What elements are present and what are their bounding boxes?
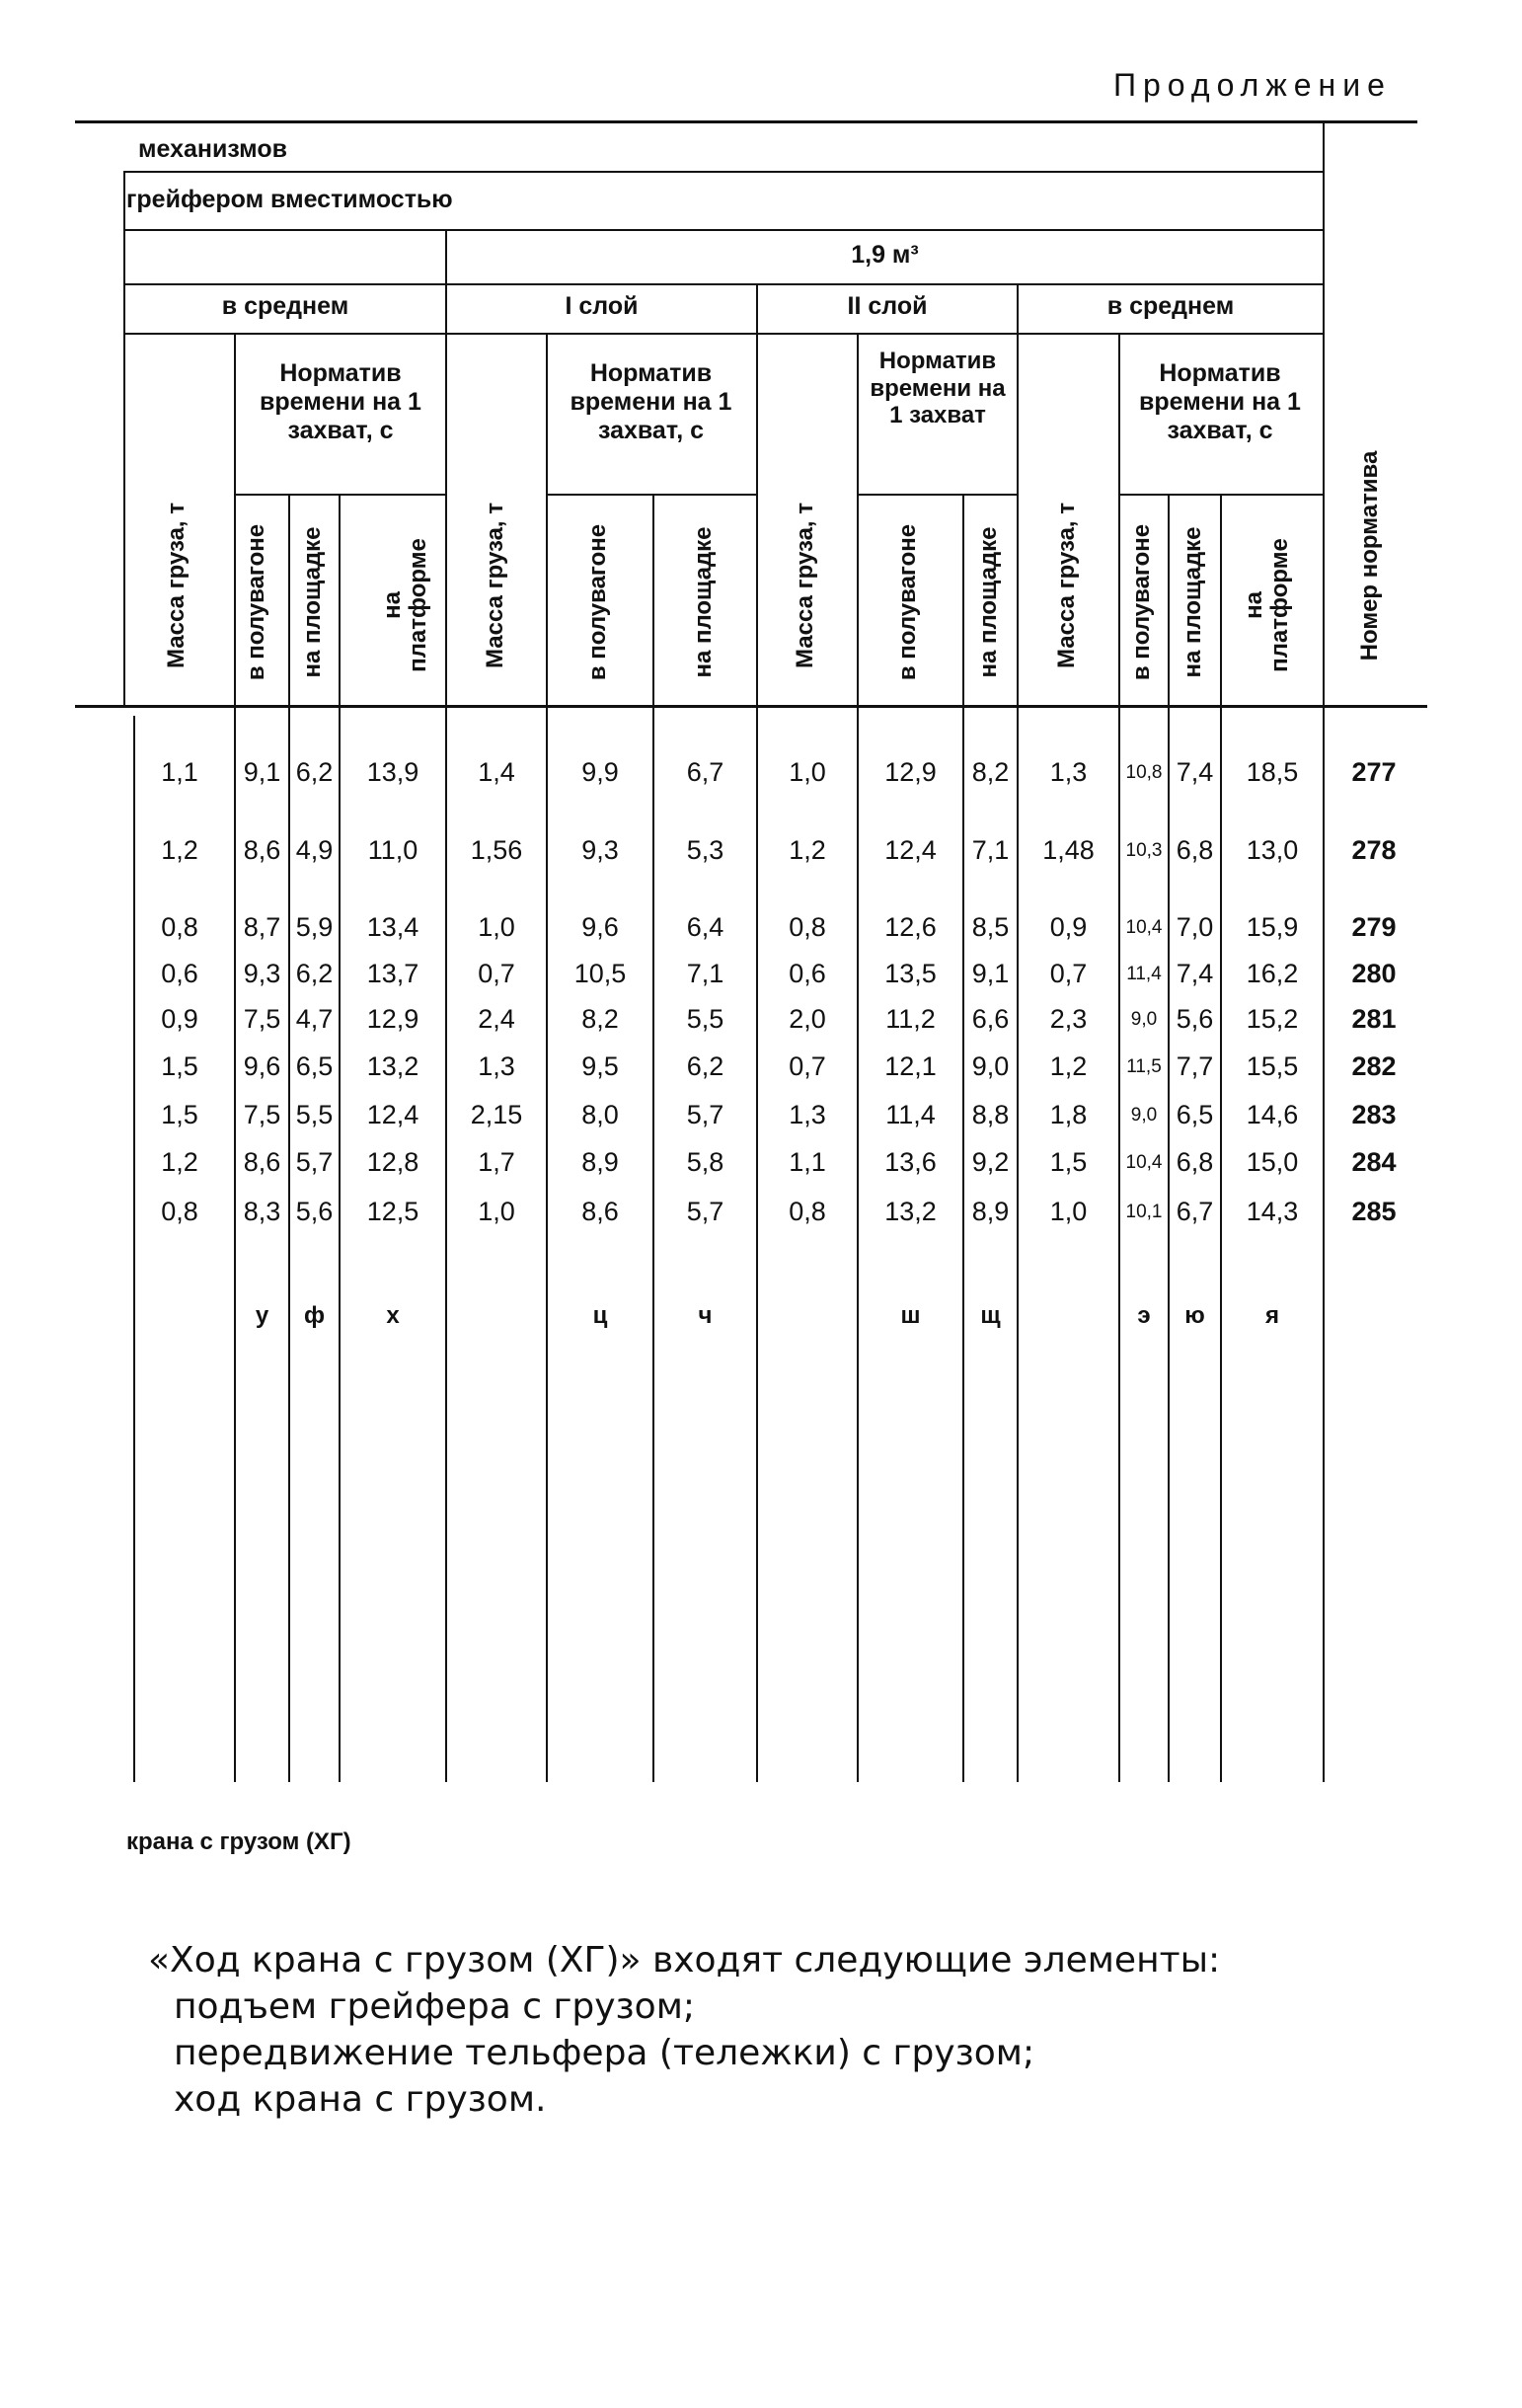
continuation-label: Продолжение xyxy=(1113,67,1392,103)
norm-time-header: Норматив времени на 1 захват, с xyxy=(1139,359,1301,444)
gondola-layer1-cell: 8,2 xyxy=(581,1004,619,1034)
gondola-avg-right-cell: 10,8 xyxy=(1125,762,1163,783)
col-line xyxy=(1323,120,1325,1782)
mass-layer1-cell: 1,4 xyxy=(478,757,515,787)
col-line xyxy=(652,494,654,1782)
on-platform-header: на платформе xyxy=(1241,538,1294,672)
mass-layer2-cell: 1,3 xyxy=(789,1100,826,1129)
gondola-avg-right-cell: 11,4 xyxy=(1126,964,1162,984)
col-line xyxy=(1220,494,1222,1782)
header-bottom-rule xyxy=(75,705,1427,708)
gondola-avg-left-cell: 9,1 xyxy=(243,757,281,787)
area-layer2-cell: 7,1 xyxy=(971,835,1010,865)
col-line xyxy=(133,716,135,1782)
subgroup-rule xyxy=(857,494,1019,496)
area-layer1-cell: 5,7 xyxy=(686,1100,724,1129)
norm-number-header: Номер норматива xyxy=(1356,450,1383,661)
gondola-avg-right-cell: 10,4 xyxy=(1125,917,1163,938)
platform-avg-left-cell: 12,5 xyxy=(366,1197,419,1226)
header-grab-capacity: грейфером вместимостью xyxy=(126,186,453,213)
paragraph-line: «Ход крана с грузом (ХГ)» входят следующие элементы: xyxy=(148,1940,1221,1981)
header-capacity: 1,9 м³ xyxy=(851,241,919,269)
column-letter: у xyxy=(255,1302,269,1329)
area-avg-left-cell: 5,7 xyxy=(295,1147,334,1177)
in-gondola-header: в полувагоне xyxy=(584,523,611,681)
area-avg-right-cell: 6,8 xyxy=(1176,1147,1214,1177)
area-avg-left-cell: 6,5 xyxy=(295,1051,334,1081)
in-gondola-header: в полувагоне xyxy=(894,523,921,681)
column-letter: ф xyxy=(304,1302,325,1329)
gondola-avg-left-cell: 8,7 xyxy=(243,912,281,942)
area-layer1-cell: 7,1 xyxy=(686,959,724,988)
area-layer2-cell: 6,6 xyxy=(971,1004,1010,1034)
platform-avg-left-cell: 11,0 xyxy=(367,835,419,865)
mass-layer1-cell: 1,0 xyxy=(478,912,515,942)
platform-avg-right-cell: 15,0 xyxy=(1246,1147,1299,1177)
gondola-layer1-cell: 8,0 xyxy=(581,1100,619,1129)
column-letter: ю xyxy=(1184,1302,1205,1329)
area-layer1-cell: 6,4 xyxy=(686,912,724,942)
area-layer2-cell: 8,2 xyxy=(971,757,1010,787)
mass-avg-left-cell: 1,2 xyxy=(161,835,198,865)
mass-layer2-cell: 1,2 xyxy=(789,835,826,865)
area-layer2-cell: 9,0 xyxy=(971,1051,1010,1081)
column-letter: э xyxy=(1137,1302,1151,1329)
in-gondola-header: в полувагоне xyxy=(1128,523,1155,681)
norm-number-cell: 283 xyxy=(1351,1100,1397,1129)
mass-avg-right-cell: 0,7 xyxy=(1049,959,1088,988)
gondola-avg-left-cell: 9,6 xyxy=(243,1051,281,1081)
platform-avg-left-cell: 13,2 xyxy=(366,1051,419,1081)
area-avg-left-cell: 5,5 xyxy=(295,1100,334,1129)
mass-layer1-cell: 1,56 xyxy=(470,835,523,865)
norm-number-cell: 282 xyxy=(1351,1051,1397,1081)
area-layer1-cell: 5,7 xyxy=(686,1197,724,1226)
platform-avg-right-cell: 18,5 xyxy=(1246,757,1299,787)
top-rule xyxy=(75,120,1417,123)
gondola-layer1-cell: 9,5 xyxy=(581,1051,619,1081)
gondola-layer1-cell: 10,5 xyxy=(573,959,627,988)
platform-avg-left-cell: 13,9 xyxy=(366,757,419,787)
norm-number-cell: 284 xyxy=(1351,1147,1397,1177)
gondola-layer1-cell: 9,9 xyxy=(581,757,619,787)
mass-avg-left-cell: 1,2 xyxy=(161,1147,198,1177)
norm-time-header: Норматив времени на 1 захват, с xyxy=(570,359,732,444)
row-rule xyxy=(123,171,1323,173)
group-layer-1: I слой xyxy=(565,292,639,320)
col-line xyxy=(962,494,964,1782)
gondola-layer2-cell: 12,4 xyxy=(884,835,937,865)
col-line xyxy=(123,171,125,705)
column-letter: я xyxy=(1264,1302,1279,1329)
platform-avg-left-cell: 13,4 xyxy=(366,912,419,942)
platform-avg-right-cell: 16,2 xyxy=(1246,959,1299,988)
column-letter: щ xyxy=(980,1302,1001,1329)
header-mechanisms: механизмов xyxy=(138,135,287,163)
gondola-layer2-cell: 13,2 xyxy=(884,1197,937,1226)
mass-layer2-cell: 0,8 xyxy=(789,1197,826,1226)
mass-avg-left-cell: 1,1 xyxy=(161,757,198,787)
area-layer2-cell: 8,9 xyxy=(971,1197,1010,1226)
gondola-avg-left-cell: 7,5 xyxy=(243,1004,281,1034)
on-platform-header: на платформе xyxy=(379,538,432,672)
platform-avg-right-cell: 15,2 xyxy=(1246,1004,1299,1034)
column-letter: ч xyxy=(698,1302,713,1329)
area-layer1-cell: 5,5 xyxy=(686,1004,724,1034)
mass-layer1-cell: 2,15 xyxy=(470,1100,523,1129)
area-layer1-cell: 6,7 xyxy=(686,757,724,787)
mass-layer2-cell: 0,8 xyxy=(789,912,826,942)
area-avg-left-cell: 6,2 xyxy=(295,757,334,787)
mass-avg-right-cell: 1,2 xyxy=(1049,1051,1088,1081)
gondola-avg-left-cell: 8,3 xyxy=(243,1197,281,1226)
gondola-layer1-cell: 9,6 xyxy=(581,912,619,942)
group-layer-2: II слой xyxy=(847,292,928,320)
platform-avg-right-cell: 14,3 xyxy=(1246,1197,1299,1226)
area-layer1-cell: 6,2 xyxy=(686,1051,724,1081)
row-rule xyxy=(123,333,1323,335)
area-avg-right-cell: 7,7 xyxy=(1176,1051,1214,1081)
gondola-avg-right-cell: 10,1 xyxy=(1125,1202,1163,1222)
gondola-layer2-cell: 11,4 xyxy=(885,1100,936,1129)
area-avg-right-cell: 7,4 xyxy=(1176,959,1214,988)
area-avg-right-cell: 7,4 xyxy=(1176,757,1214,787)
mass-header: Масса груза, т xyxy=(482,502,508,669)
on-area-header: на площадке xyxy=(299,526,326,678)
gondola-avg-right-cell: 9,0 xyxy=(1130,1009,1158,1030)
gondola-layer1-cell: 8,6 xyxy=(581,1197,619,1226)
mass-avg-left-cell: 0,8 xyxy=(161,912,198,942)
mass-avg-right-cell: 0,9 xyxy=(1049,912,1088,942)
mass-avg-right-cell: 1,8 xyxy=(1049,1100,1088,1129)
mass-avg-left-cell: 1,5 xyxy=(161,1100,198,1129)
group-average-left: в среднем xyxy=(221,292,349,320)
area-avg-right-cell: 7,0 xyxy=(1176,912,1214,942)
norm-number-cell: 281 xyxy=(1351,1004,1397,1034)
mass-header: Масса груза, т xyxy=(792,502,818,669)
on-area-header: на площадке xyxy=(1180,526,1206,678)
platform-avg-left-cell: 12,8 xyxy=(366,1147,419,1177)
paragraph-line: передвижение тельфера (тележки) с грузом; xyxy=(174,2033,1035,2073)
norm-number-cell: 277 xyxy=(1351,757,1397,787)
mass-avg-right-cell: 1,5 xyxy=(1049,1147,1088,1177)
column-letter: ц xyxy=(592,1302,608,1329)
gondola-avg-right-cell: 9,0 xyxy=(1130,1105,1158,1126)
area-avg-left-cell: 5,9 xyxy=(295,912,334,942)
area-avg-right-cell: 6,7 xyxy=(1176,1197,1214,1226)
row-rule xyxy=(123,283,1323,285)
mass-layer2-cell: 1,1 xyxy=(789,1147,826,1177)
norm-number-cell: 285 xyxy=(1351,1197,1397,1226)
row-rule xyxy=(123,229,1323,231)
gondola-layer2-cell: 13,6 xyxy=(884,1147,937,1177)
platform-avg-left-cell: 12,9 xyxy=(366,1004,419,1034)
platform-avg-right-cell: 13,0 xyxy=(1246,835,1299,865)
mass-layer2-cell: 2,0 xyxy=(789,1004,826,1034)
mass-layer1-cell: 0,7 xyxy=(478,959,515,988)
mass-avg-right-cell: 1,0 xyxy=(1049,1197,1088,1226)
col-line xyxy=(339,494,341,1782)
gondola-avg-left-cell: 7,5 xyxy=(243,1100,281,1129)
area-layer1-cell: 5,3 xyxy=(686,835,724,865)
gondola-avg-right-cell: 10,4 xyxy=(1125,1152,1163,1173)
area-avg-left-cell: 6,2 xyxy=(295,959,334,988)
platform-avg-right-cell: 15,9 xyxy=(1246,912,1299,942)
footer-label: крана с грузом (ХГ) xyxy=(126,1828,351,1855)
gondola-avg-left-cell: 8,6 xyxy=(243,835,281,865)
mass-layer1-cell: 1,7 xyxy=(478,1147,515,1177)
platform-avg-right-cell: 14,6 xyxy=(1246,1100,1299,1129)
group-average-right: в среднем xyxy=(1106,292,1235,320)
gondola-layer2-cell: 11,2 xyxy=(885,1004,936,1034)
platform-avg-left-cell: 12,4 xyxy=(366,1100,419,1129)
area-avg-left-cell: 4,9 xyxy=(295,835,334,865)
col-line xyxy=(1168,494,1170,1782)
column-letter: ш xyxy=(900,1302,921,1329)
norm-number-cell: 279 xyxy=(1351,912,1397,942)
gondola-avg-left-cell: 9,3 xyxy=(243,959,281,988)
mass-avg-right-cell: 1,48 xyxy=(1042,835,1095,865)
mass-layer1-cell: 1,0 xyxy=(478,1197,515,1226)
gondola-layer2-cell: 13,5 xyxy=(884,959,937,988)
mass-layer1-cell: 2,4 xyxy=(478,1004,515,1034)
mass-layer2-cell: 0,7 xyxy=(789,1051,826,1081)
mass-avg-left-cell: 0,6 xyxy=(161,959,198,988)
platform-avg-right-cell: 15,5 xyxy=(1246,1051,1299,1081)
area-avg-right-cell: 6,5 xyxy=(1176,1100,1214,1129)
gondola-layer2-cell: 12,9 xyxy=(884,757,937,787)
norm-number-cell: 278 xyxy=(1351,835,1397,865)
gondola-avg-right-cell: 11,5 xyxy=(1126,1056,1162,1077)
area-avg-right-cell: 6,8 xyxy=(1176,835,1214,865)
mass-header: Масса груза, т xyxy=(1053,502,1080,669)
gondola-layer2-cell: 12,6 xyxy=(884,912,937,942)
area-layer2-cell: 9,1 xyxy=(971,959,1010,988)
gondola-layer2-cell: 12,1 xyxy=(884,1051,937,1081)
mass-layer2-cell: 1,0 xyxy=(789,757,826,787)
paragraph-line: подъем грейфера с грузом; xyxy=(174,1986,695,2027)
gondola-layer1-cell: 9,3 xyxy=(581,835,619,865)
area-avg-left-cell: 5,6 xyxy=(295,1197,334,1226)
area-layer1-cell: 5,8 xyxy=(686,1147,724,1177)
platform-avg-left-cell: 13,7 xyxy=(366,959,419,988)
area-avg-right-cell: 5,6 xyxy=(1176,1004,1214,1034)
area-layer2-cell: 8,5 xyxy=(971,912,1010,942)
mass-avg-left-cell: 0,9 xyxy=(161,1004,198,1034)
column-letter: х xyxy=(386,1302,400,1329)
gondola-avg-right-cell: 10,3 xyxy=(1125,840,1163,861)
area-avg-left-cell: 4,7 xyxy=(295,1004,334,1034)
norm-time-header: Норматив времени на 1 захват, с xyxy=(260,359,421,444)
on-area-header: на площадке xyxy=(975,526,1002,678)
col-line xyxy=(288,494,290,1782)
mass-avg-right-cell: 2,3 xyxy=(1049,1004,1088,1034)
mass-avg-right-cell: 1,3 xyxy=(1049,757,1088,787)
mass-layer2-cell: 0,6 xyxy=(789,959,826,988)
paragraph-line: ход крана с грузом. xyxy=(174,2079,547,2120)
mass-header: Масса груза, т xyxy=(163,502,190,669)
norm-time-header: Норматив времени на 1 захват xyxy=(870,348,1006,429)
area-layer2-cell: 9,2 xyxy=(971,1147,1010,1177)
norm-number-cell: 280 xyxy=(1351,959,1397,988)
subgroup-rule xyxy=(546,494,756,496)
area-layer2-cell: 8,8 xyxy=(971,1100,1010,1129)
gondola-avg-left-cell: 8,6 xyxy=(243,1147,281,1177)
mass-avg-left-cell: 1,5 xyxy=(161,1051,198,1081)
mass-layer1-cell: 1,3 xyxy=(478,1051,515,1081)
mass-avg-left-cell: 0,8 xyxy=(161,1197,198,1226)
on-area-header: на площадке xyxy=(690,526,717,678)
subgroup-rule xyxy=(234,494,447,496)
in-gondola-header: в полувагоне xyxy=(243,523,269,681)
gondola-layer1-cell: 8,9 xyxy=(581,1147,619,1177)
